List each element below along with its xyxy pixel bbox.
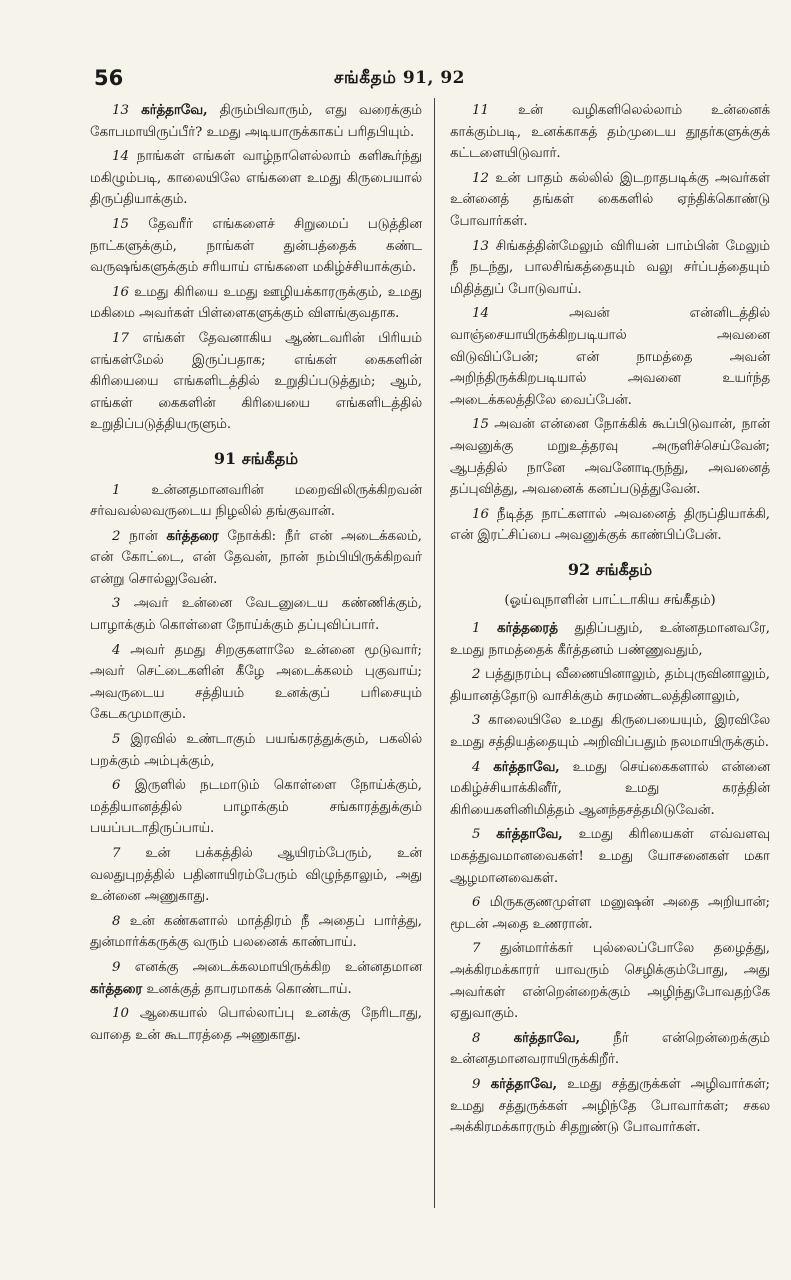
verse-text: நாங்கள் எங்கள் வாழ்நாளெல்லாம் களிகூர்ந்து மகிழும்படி, காலையிலே எங்களை உமது கிருபையால் திருப்தியாக்கும். bbox=[90, 149, 423, 208]
verse-text: மிருககுணமுள்ள மனுஷன் அதை அறியான்; மூடன் அதை உணரான். bbox=[450, 895, 770, 932]
verse-bold-word: கர்த்தாவே, bbox=[493, 759, 560, 775]
verse-text: அவர் தமது சிறகுகளாலே உன்னை மூடுவார்; அவர் செட்டைகளின் கீழே அடைக்கலம் புகுவாய்; அவருடைய சத்தியம் உனக்குப் பரிசையும் கேடகமுமாகும். bbox=[90, 642, 422, 723]
verse-number: 7 bbox=[112, 846, 121, 861]
verse-number: 16 bbox=[472, 506, 489, 522]
verse-91-14 bbox=[450, 303, 770, 411]
verse-text: எனக்கு அடைக்கலமாயிருக்கிற உன்னதமான bbox=[134, 959, 422, 975]
verse-90-14 bbox=[90, 146, 422, 211]
verse-90-16 bbox=[90, 282, 422, 325]
verse-bold-word: கர்த்தாவே, bbox=[496, 827, 563, 843]
verse-number: 7 bbox=[472, 941, 481, 957]
verse-number: 1 bbox=[112, 482, 121, 498]
verse-text: நீடித்த நாட்களால் அவனைத் திருப்தியாக்கி, என் இரட்சிப்பை அவனுக்குக் காண்பிப்பேன். bbox=[450, 506, 770, 544]
verse-text: நீர் என்றென்றைக்கும் உன்னதமானவராயிருக்கிறீர். bbox=[450, 1030, 771, 1068]
verse-text: உனக்குத் தாபரமாகக் கொண்டாய். bbox=[142, 981, 352, 997]
verse-92-8 bbox=[450, 1028, 770, 1071]
verse-text: திரும்பிவாரும், எது வரைக்கும் கோபமாயிருப்பீர்? உமது அடியாருக்காகப் பரிதபியும். bbox=[90, 103, 422, 140]
verse-bold-word: கர்த்தரை bbox=[90, 981, 143, 997]
verse-90-13 bbox=[90, 100, 422, 143]
verse-number: 4 bbox=[472, 759, 481, 775]
verse-92-9 bbox=[450, 1074, 770, 1139]
verse-text: நோக்கி: நீர் என் அடைக்கலம், என் கோட்டை, என் தேவன், நான் நம்பியிருக்கிறவர் என்று சொல்லுவேன். bbox=[90, 528, 422, 587]
right-column bbox=[450, 100, 770, 1142]
verse-number: 14 bbox=[112, 149, 129, 165]
page-number: 56 bbox=[94, 66, 124, 90]
verse-text: இரவில் உண்டாகும் பயங்கரத்துக்கும், பகலில் பறக்கும் அம்புக்கும், bbox=[90, 732, 423, 769]
verse-number: 2 bbox=[112, 528, 121, 544]
verse-91-6 bbox=[90, 775, 422, 840]
page-header bbox=[94, 66, 751, 96]
verse-number: 17 bbox=[112, 330, 129, 346]
verse-91-16 bbox=[450, 504, 770, 547]
column-divider bbox=[434, 98, 435, 1208]
verse-90-17 bbox=[90, 328, 422, 436]
verse-text: அவர் உன்னை வேடனுடைய கண்ணிக்கும், பாழாக்கும் கொள்ளை நோய்க்கும் தப்புவிப்பார். bbox=[90, 596, 422, 634]
verse-number: 12 bbox=[472, 170, 489, 186]
verse-number: 5 bbox=[112, 732, 121, 748]
verse-number: 15 bbox=[112, 216, 129, 232]
verse-text: உன் வழிகளிலெல்லாம் உன்னைக் காக்கும்படி, உனக்காகத் தம்முடைய தூதர்களுக்குக் கட்டளையிடுவார். bbox=[450, 103, 770, 162]
verse-text: அவன் என்னிடத்தில் வாஞ்சையாயிருக்கிறபடியால் அவனை விடுவிப்பேன்; என் நாமத்தை அவன் அறிந்திருக்கிறபடியால் அவனை உயர்ந்த அடைக்கலத்திலே வைப்பேன். bbox=[450, 306, 770, 408]
verse-92-2 bbox=[450, 664, 770, 707]
verse-text: உமது செய்கைகளால் என்னை மகிழ்ச்சியாக்கினீர், உமது கரத்தின் கிரியைகளினிமித்தம் ஆனந்தசத்தமிடுவேன். bbox=[450, 759, 770, 818]
verse-91-9 bbox=[90, 957, 422, 1000]
verse-bold-word: கர்த்தாவே, bbox=[490, 1076, 558, 1092]
verse-number: 5 bbox=[472, 827, 481, 843]
verse-number: 4 bbox=[112, 642, 121, 658]
psalm-91-heading: 91 சங்கீதம் bbox=[213, 448, 299, 468]
verse-number: 8 bbox=[472, 1030, 481, 1046]
verse-text: எங்கள் தேவனாகிய ஆண்டவரின் பிரியம் எங்கள்மேல் இருப்பதாக; எங்கள் கைகளின் கிரியையை எங்களிடத்தில் உறுதிப்படுத்தும்; ஆம், எங்கள் கைகளின் கிரியையை எங்களிடத்தில் உறுதிப்படுத்தியருளும். bbox=[90, 330, 422, 433]
verse-text: காலையிலே உமது கிருபையையும், இரவிலே உமது சத்தியத்தையும் அறிவிப்பதும் நலமாயிருக்கும். bbox=[450, 713, 770, 751]
verse-91-8 bbox=[90, 911, 422, 954]
verse-number: 16 bbox=[112, 284, 129, 300]
verse-number: 9 bbox=[112, 959, 121, 975]
left-column bbox=[90, 100, 422, 1049]
verse-bold-word: கர்த்தரைத் bbox=[497, 621, 558, 637]
psalm-91-verses-right bbox=[450, 100, 770, 547]
verse-92-3 bbox=[450, 710, 770, 753]
verse-text: இருளில் நடமாடும் கொள்ளை நோய்க்கும், மத்தியானத்தில் பாழாக்கும் சங்காரத்துக்கும் பயப்படாதிருப்பாய். bbox=[90, 778, 423, 837]
verse-number: 14 bbox=[472, 306, 489, 322]
verse-91-10 bbox=[90, 1003, 422, 1046]
verse-92-1 bbox=[450, 618, 770, 661]
verse-number: 15 bbox=[472, 417, 489, 433]
verse-92-6 bbox=[450, 892, 770, 935]
verse-number: 6 bbox=[472, 895, 481, 911]
verse-text: உமது சத்துருக்கள் அழிவார்கள்; உமது சத்துருக்கள் அழிந்தே போவார்கள்; சகல அக்கிரமக்காரரும் சிதறுண்டு போவார்கள். bbox=[450, 1076, 770, 1136]
verse-91-12 bbox=[450, 168, 770, 233]
verse-91-15 bbox=[450, 414, 770, 500]
verse-text: துதிப்பதும், உன்னதமானவரே, உமது நாமத்தைக் கீர்த்தனம் பண்ணுவதும், bbox=[450, 621, 770, 658]
running-head: சங்கீதம் 91, 92 bbox=[334, 68, 466, 88]
verse-text: தேவரீர் எங்களைச் சிறுமைப் படுத்தின நாட்களுக்கும், நாங்கள் துன்பத்தைக் கண்ட வருஷங்களுக்கும் சரியாய் எங்களை மகிழ்ச்சியாக்கும். bbox=[90, 216, 422, 276]
verse-bold-word: கர்த்தரை bbox=[166, 528, 219, 544]
verse-92-4 bbox=[450, 757, 770, 822]
verse-90-15 bbox=[90, 214, 422, 279]
psalm-92-heading: 92 சங்கீதம் bbox=[567, 559, 653, 579]
verse-91-13 bbox=[450, 236, 770, 301]
verse-91-4 bbox=[90, 640, 422, 726]
verse-text: பத்துநரம்பு வீணையினாலும், தம்புருவினாலும், தியானத்தோடு வாசிக்கும் சுரமண்டலத்தினாலும், bbox=[450, 667, 770, 704]
psalm-91-verses-left bbox=[90, 480, 422, 1047]
verse-text: அவன் என்னை நோக்கிக் கூப்பிடுவான், நான் அவனுக்கு மறுஉத்தரவு அருளிச்செய்வேன்; ஆபத்தில் நானே அவனோடிருந்து, அவனைத் தப்புவித்து, அவனைக் கனப்படுத்துவேன். bbox=[450, 417, 770, 498]
verse-text: உன் கண்களால் மாத்திரம் நீ அதைப் பார்த்து, துன்மார்க்கருக்கு வரும் பலனைக் காண்பாய். bbox=[90, 913, 423, 951]
verse-91-3 bbox=[90, 593, 422, 636]
verse-number: 2 bbox=[472, 667, 481, 683]
verse-number: 3 bbox=[472, 713, 481, 729]
verse-text: உன் பாதம் கல்லில் இடறாதபடிக்கு அவர்கள் உன்னைத் தங்கள் கைகளில் ஏந்திக்கொண்டு போவார்கள். bbox=[450, 170, 770, 229]
psalm-92-subtitle: (ஓய்வுநாளின் பாட்டாகிய சங்கீதம்) bbox=[504, 593, 716, 609]
verse-bold-word: கர்த்தாவே, bbox=[141, 103, 208, 118]
verse-number: 9 bbox=[472, 1076, 481, 1092]
verse-92-5 bbox=[450, 824, 770, 889]
verse-number: 6 bbox=[112, 778, 121, 794]
verse-number: 10 bbox=[112, 1006, 129, 1022]
verse-number: 11 bbox=[472, 103, 489, 118]
verse-number: 1 bbox=[472, 621, 481, 637]
verse-91-7 bbox=[90, 843, 422, 908]
verse-91-5 bbox=[90, 729, 422, 772]
verse-text: நான் bbox=[129, 528, 167, 544]
verse-91-1 bbox=[90, 480, 422, 523]
verse-text: துன்மார்க்கர் புல்லைப்போலே தழைத்து, அக்கிரமக்காரர் யாவரும் செழிக்கும்போது, அது அவர்கள் என்றென்றைக்கும் அழிந்துபோவதற்கே ஏதுவாகும். bbox=[450, 941, 771, 1022]
verse-number: 13 bbox=[112, 103, 129, 118]
verse-text: உமது கிரியைகள் எவ்வளவு மகத்துவமானவைகள்! உமது யோசனைகள் மகா ஆழமானவைகள். bbox=[450, 827, 770, 886]
psalm-92-verses bbox=[450, 618, 770, 1139]
verse-92-7 bbox=[450, 938, 770, 1024]
verse-bold-word: கர்த்தாவே, bbox=[513, 1030, 581, 1046]
verse-text: உன்னதமானவரின் மறைவிலிருக்கிறவன் சர்வவல்லவருடைய நிழலில் தங்குவான். bbox=[90, 482, 423, 520]
verse-number: 3 bbox=[112, 596, 121, 612]
verse-text: உன் பக்கத்தில் ஆயிரம்பேரும், உன் வலதுபுறத்தில் பதினாயிரம்பேரும் விழுந்தாலும், அது உன்னை அணுகாது. bbox=[90, 846, 422, 905]
verse-text: ஆகையால் பொல்லாப்பு உனக்கு நேரிடாது, வாதை உன் கூடாரத்தை அணுகாது. bbox=[90, 1006, 422, 1043]
verse-91-2 bbox=[90, 526, 422, 591]
verse-text: உமது கிரியை உமது ஊழியக்காரருக்கும், உமது மகிமை அவர்கள் பிள்ளைகளுக்கும் விளங்குவதாக. bbox=[90, 284, 422, 322]
verse-91-11 bbox=[450, 100, 770, 165]
verse-number: 13 bbox=[472, 238, 489, 254]
verse-text: சிங்கத்தின்மேலும் விரியன் பாம்பின் மேலும் நீ நடந்து, பாலசிங்கத்தையும் வலு சர்ப்பத்தையும் மிதித்துப் போடுவாய். bbox=[450, 238, 770, 297]
verse-number: 8 bbox=[112, 913, 121, 929]
